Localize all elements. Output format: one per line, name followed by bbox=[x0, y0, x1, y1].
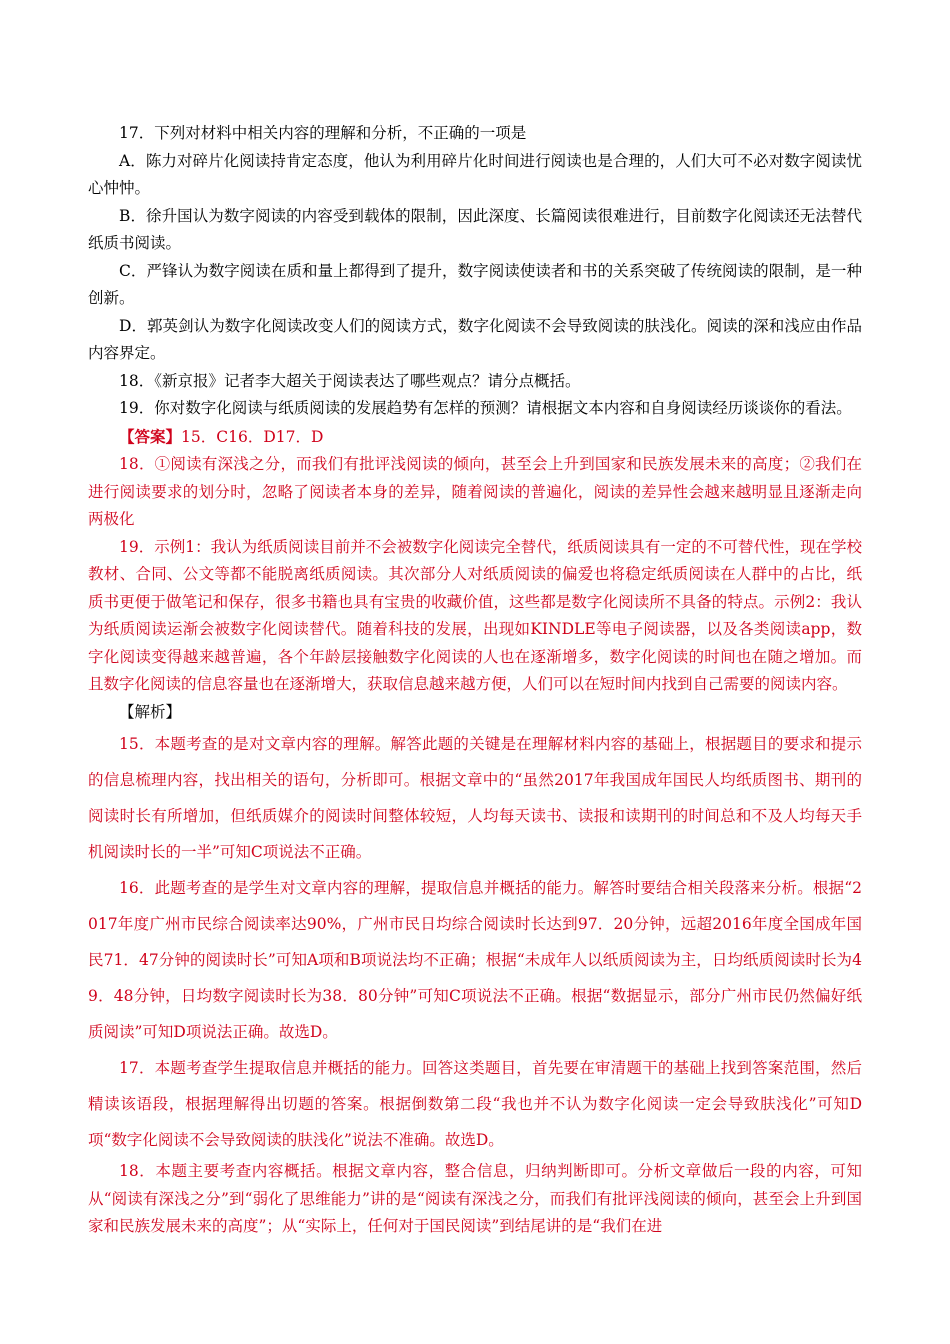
document-page bbox=[88, 120, 862, 1241]
analysis-18: 18．本题主要考查内容概括。根据文章内容，整合信息，归纳判断即可。分析文章做后一段的内容，可知从“阅读有深浅之分”到“弱化了思维能力”讲的是“阅读有深浅之分，而我们有批评浅阅读的倾向，甚至会上升到国家和民族发展未来的高度”；从“实际上，任何对于国民阅读”到结尾讲的是“我们在进 bbox=[88, 1162, 862, 1235]
answer-label: 【答案】 bbox=[119, 426, 182, 446]
analysis-label: 【解析】 bbox=[119, 702, 182, 721]
question-17-option-b: B．徐升国认为数字阅读的内容受到载体的限制，因此深度、长篇阅读很难进行，目前数字化阅读还无法替代纸质书阅读。 bbox=[88, 206, 862, 252]
question-19: 19．你对数字化阅读与纸质阅读的发展趋势有怎样的预测？请根据文本内容和自身阅读经历谈谈你的看法。 bbox=[119, 399, 852, 417]
question-17-option-c: C．严锋认为数字阅读在质和量上都得到了提升，数字阅读使读者和书的关系突破了传统阅读的限制，是一种创新。 bbox=[88, 261, 862, 307]
question-17-option-d: D．郭英剑认为数字化阅读改变人们的阅读方式，数字化阅读不会导致阅读的肤浅化。阅读的深和浅应由作品内容界定。 bbox=[88, 316, 862, 362]
analysis-15: 15．本题考查的是对文章内容的理解。解答此题的关键是在理解材料内容的基础上，根据题目的要求和提示的信息梳理内容，找出相关的语句，分析即可。根据文章中的“虽然2017年我国成年国民人均纸质图书、期刊的阅读时长有所增加，但纸质媒介的阅读时间整体较短，人均每天读书、读报和读期刊的时间总和不及人均每天手机阅读时长的一半”可知C项说法不正确。 bbox=[88, 735, 862, 861]
answer-summary-text: 15．C16．D17．D bbox=[181, 427, 324, 446]
answer-18: 18．①阅读有深浅之分，而我们有批评浅阅读的倾向，甚至会上升到国家和民族发展未来的高度；②我们在进行阅读要求的划分时，忽略了阅读者本身的差异，随着阅读的普遍化，阅读的差异性会越来越明显且逐渐走向两极化 bbox=[88, 455, 862, 528]
question-18: 18．《新京报》记者李大超关于阅读表达了哪些观点？请分点概括。 bbox=[119, 371, 581, 390]
answer-19: 19．示例1：我认为纸质阅读目前并不会被数字化阅读完全替代，纸质阅读具有一定的不可替代性，现在学校教材、合同、公文等都不能脱离纸质阅读。其次部分人对纸质阅读的偏爱也将稳定纸质阅读在人群中的占比，纸质书更便于做笔记和保存，很多书籍也具有宝贵的收藏价值，这些都是数字化阅读所不具备的特点。示例2：我认为纸质阅读运渐会被数字化阅读替代。随着科技的发展，出现如KINDLE等电子阅读器，以及各类阅读app，数字化阅读变得越来越普遍，各个年龄层接触数字化阅读的人也在逐渐增多，数字化阅读的时间也在随之增加。而且数字化阅读的信息容量也在逐渐增大，获取信息越来越方便，人们可以在短时间内找到自己需要的阅读内容。 bbox=[88, 537, 862, 693]
question-17: 17．下列对材料中相关内容的理解和分析，不正确的一项是 bbox=[119, 124, 527, 142]
answer-summary bbox=[88, 423, 862, 452]
analysis-16: 16．此题考查的是学生对文章内容的理解，提取信息并概括的能力。解答时要结合相关段落来分析。根据“2017年度广州市民综合阅读率达90%，广州市民日均综合阅读时长达到97．20分钟，远超2016年度全国成年国民71．47分钟的阅读时长”可知A项和B项说法均不正确；根据“未成年人以纸质阅读为主，日均纸质阅读时长为49．48分钟，日均数字阅读时长为38．80分钟”可知C项说法不正确。根据“数据显示，部分广州市民仍然偏好纸质阅读”可知D项说法正确。故选D。 bbox=[88, 879, 862, 1041]
question-17-option-a: A．陈力对碎片化阅读持肯定态度，他认为利用碎片化时间进行阅读也是合理的，人们大可不必对数字阅读忧心忡忡。 bbox=[88, 151, 862, 197]
analysis-17: 17．本题考查学生提取信息并概括的能力。回答这类题目，首先要在审清题干的基础上找到答案范围，然后精读该语段，根据理解得出切题的答案。根据倒数第二段“我也并不认为数字化阅读一定会导致肤浅化”可知D项“数字化阅读不会导致阅读的肤浅化”说法不准确。故选D。 bbox=[88, 1059, 862, 1149]
